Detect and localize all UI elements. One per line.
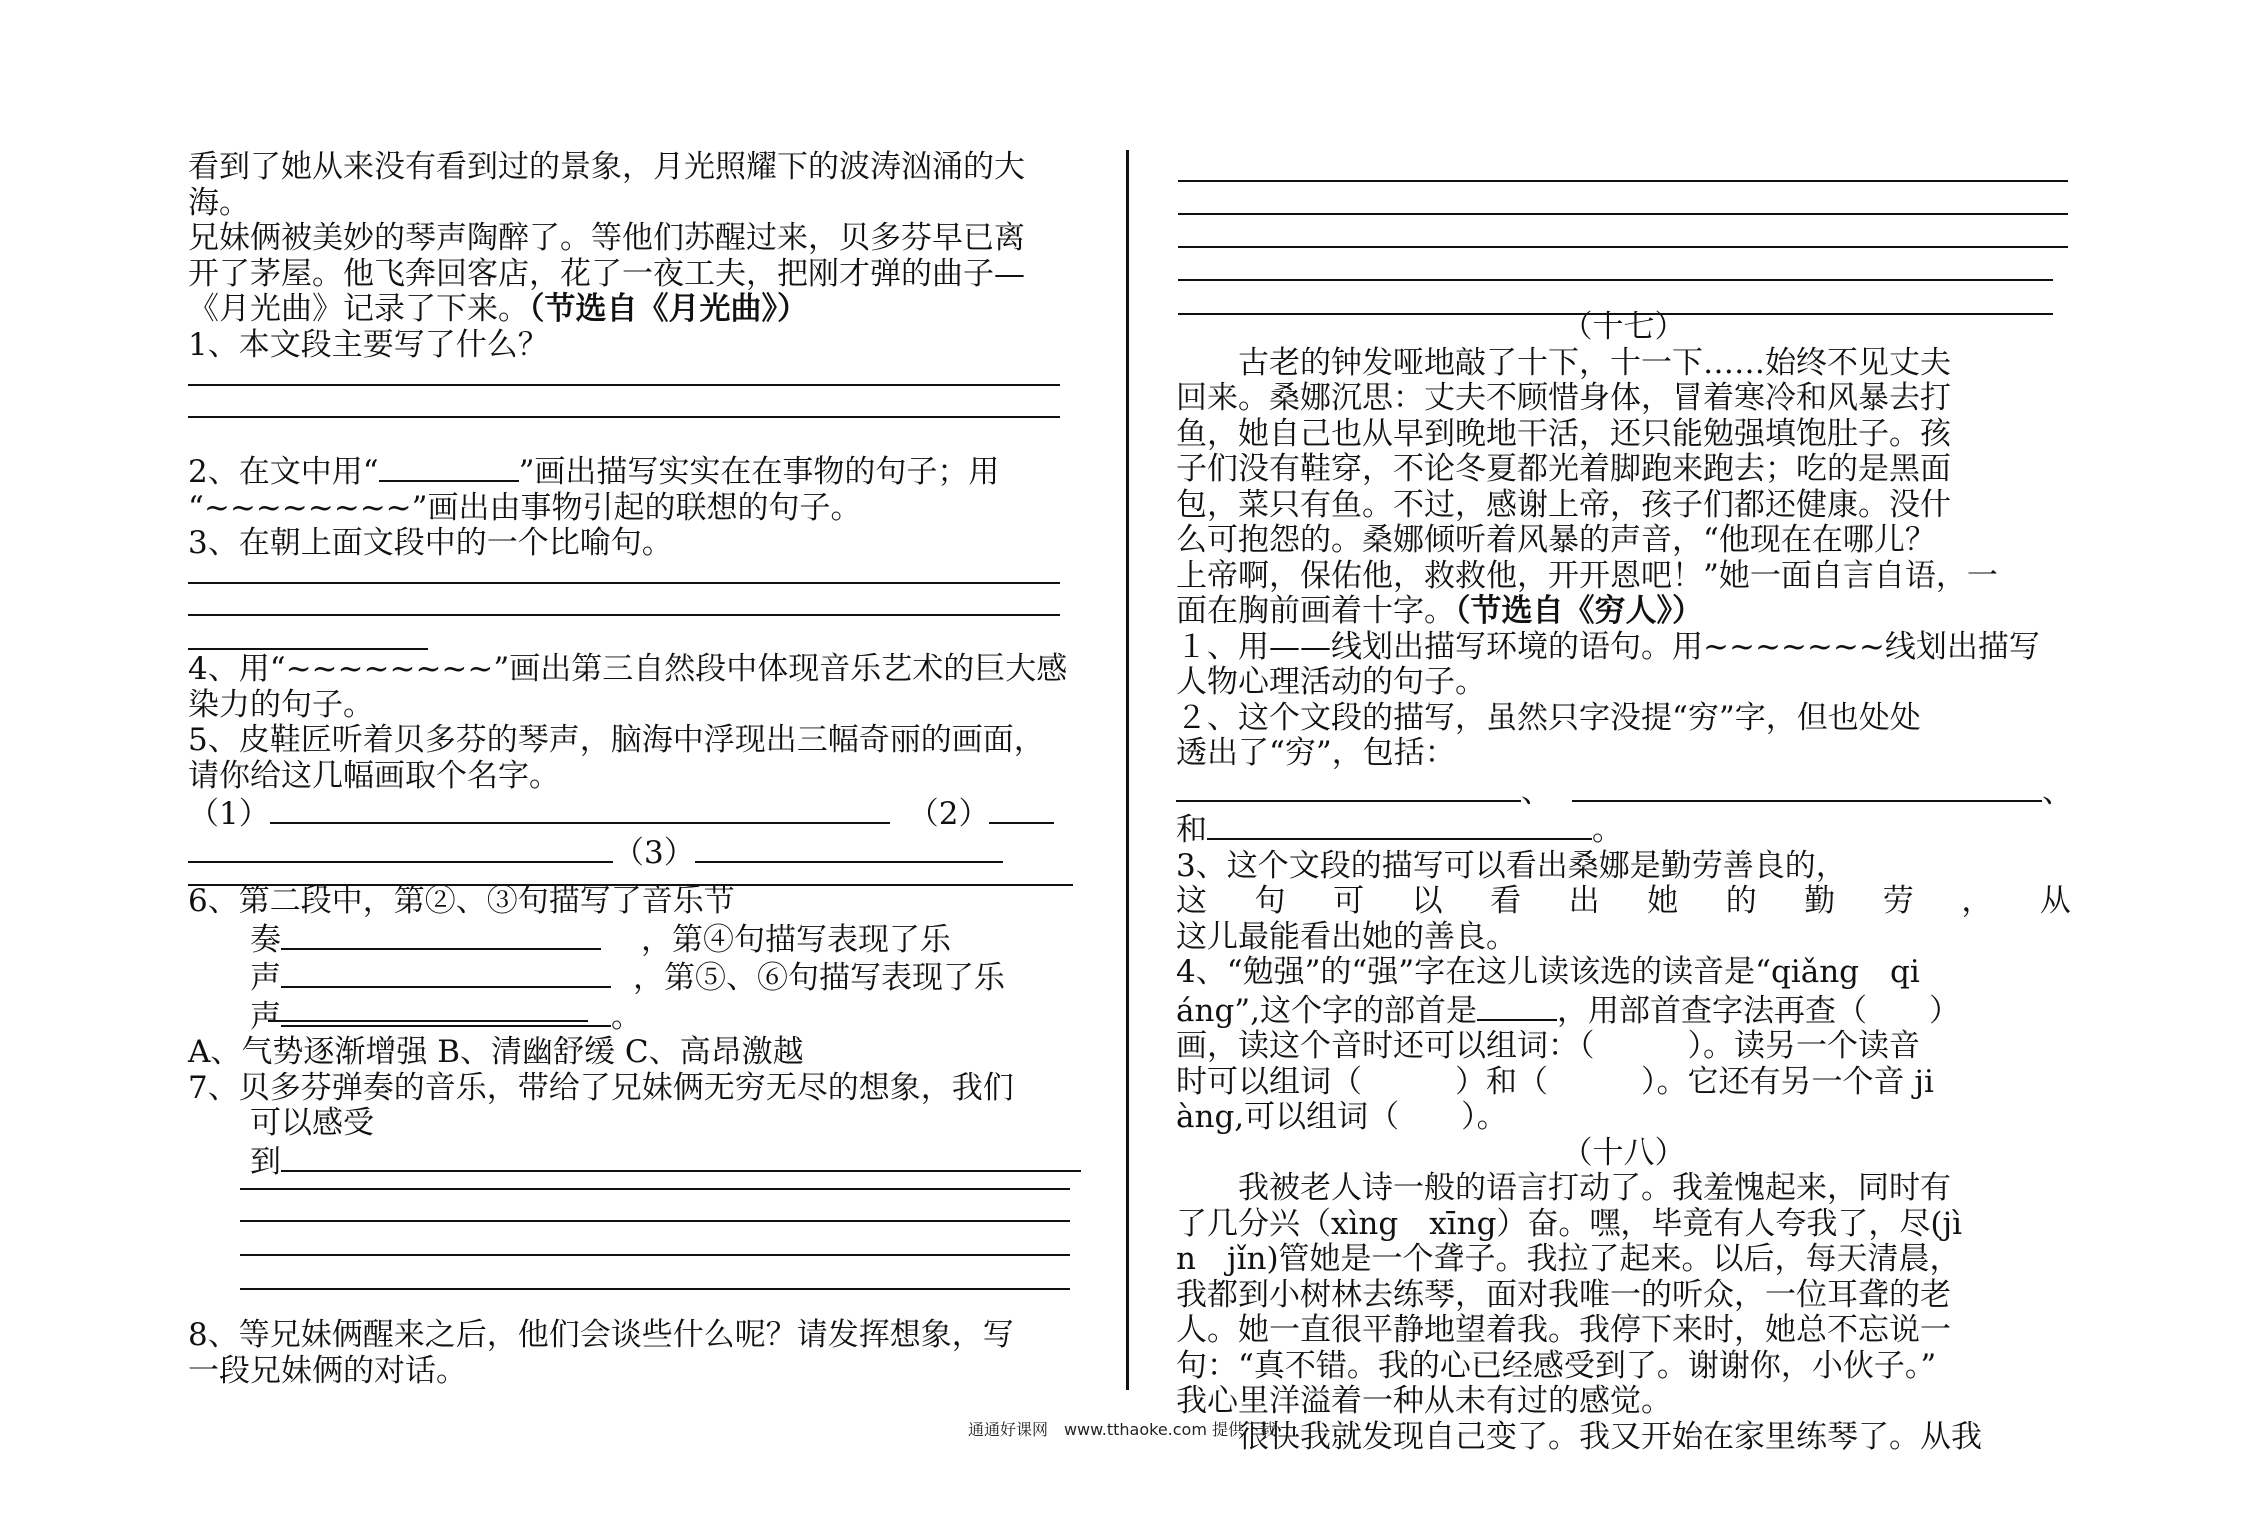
passage-line: 回来。桑娜沉思：丈夫不顾惜身体，冒着寒冷和风暴去打 (1176, 380, 1951, 416)
question-4: 4、用“~~~~~~~~”画出第三自然段中体现音乐艺术的巨大感 (188, 651, 1068, 687)
left-column (188, 150, 1073, 363)
answer-line[interactable] (1178, 279, 2053, 281)
answer-blank[interactable] (379, 452, 519, 482)
passage-line: 我心里洋溢着一种从未有过的感觉。 (1176, 1383, 1672, 1419)
answer-line[interactable] (188, 648, 428, 650)
passage-line: 了几分兴（xìng xīng）奋。嘿，毕竟有人夸我了，尽(jì (1176, 1205, 1963, 1242)
question-6-line: 声 。 (250, 998, 642, 1035)
passage-line: 开了茅屋。他飞奔回客店，花了一夜工夫，把刚才弹的曲子— (188, 255, 1025, 292)
question-6: 6、第二段中，第②、③句描写了音乐节 (188, 883, 735, 919)
answer-blank[interactable] (695, 833, 1003, 863)
question-r1-cont: 人物心理活动的句子。 (1176, 664, 1486, 700)
answer-line[interactable] (240, 1220, 1070, 1222)
question-r4-line: 时可以组词（ ）和（ ）。它还有另一个音 ji (1176, 1063, 1934, 1100)
left-column-q6 (188, 884, 1073, 1180)
question-2-cont: “~~~~~~~~”画出由事物引起的联想的句子。 (188, 489, 862, 526)
answer-line[interactable] (188, 884, 1073, 886)
answer-blank[interactable] (989, 794, 1054, 824)
answer-line[interactable] (188, 416, 1060, 418)
passage-line: 句：“真不错。我的心已经感受到了。谢谢你，小伙子。” (1176, 1347, 1937, 1384)
passage-line: 古老的钟发哑地敲了十下，十一下……始终不见丈夫 (1238, 344, 1951, 381)
answer-line[interactable] (188, 384, 1060, 386)
passage-line: 我被老人诗一般的语言打动了。我羞愧起来，同时有 (1238, 1170, 1951, 1206)
passage-line: n jǐn)管她是一个聋子。我拉了起来。以后，每天清晨， (1176, 1241, 1961, 1277)
answer-line[interactable] (1178, 246, 2068, 248)
question-6-line: 声 ，第⑤、⑥句描写表现了乐 (250, 960, 1005, 996)
passage-line: 我都到小树林去练琴，面对我唯一的听众，一位耳聋的老 (1176, 1276, 1951, 1313)
question-8: 8、等兄妹俩醒来之后，他们会谈些什么呢？请发挥想象，写 (188, 1317, 1014, 1353)
question-5-cont: 请你给这几幅画取个名字。 (188, 757, 560, 794)
question-r3: 3、这个文段的描写可以看出桑娜是勤劳善良的， (1176, 847, 1847, 884)
answer-line[interactable] (240, 1188, 1070, 1190)
answer-line[interactable] (240, 1288, 1070, 1290)
question-r1: １、用——线划出描写环境的语句。用~~~~~~~线划出描写 (1176, 628, 2040, 665)
left-column-q8 (188, 1318, 1073, 1389)
section-heading-18: （十八） (1561, 1134, 1686, 1171)
answer-blank[interactable] (1572, 772, 2042, 802)
answer-blank[interactable] (281, 997, 611, 1027)
source-note: （节选自《月光曲》） (529, 291, 808, 327)
answer-line[interactable] (1178, 180, 2068, 182)
passage-line: 子们没有鞋穿，不论冬夏都光着脚跑来跑去；吃的是黑面 (1176, 451, 1951, 487)
passage-line: 面在胸前画着十字。（节选自《穷人》） (1176, 593, 1703, 629)
answer-blank[interactable] (1207, 810, 1592, 840)
right-column (1176, 310, 2071, 1455)
question-8-cont: 一段兄妹俩的对话。 (188, 1352, 467, 1389)
question-4-cont: 染力的句子。 (188, 686, 374, 723)
question-r3-cont: 这儿最能看出她的善良。 (1176, 918, 1517, 955)
passage-line: 看到了她从来没有看到过的景象，月光照耀下的波涛汹涌的大 (188, 149, 1025, 185)
question-7: 7、贝多芬弹奏的音乐，带给了兄妹俩无穷无尽的想象，我们 (188, 1069, 1014, 1106)
question-r4-line: àng,可以组词（ ）。 (1176, 1099, 1508, 1135)
answer-blank[interactable] (1477, 991, 1557, 1021)
question-r2-blanks: 、 、 (1176, 772, 2071, 811)
passage-line: 很快我就发现自己变了。我又开始在家里练琴了。从我 (1238, 1418, 1982, 1455)
question-5-blanks: （1） （2） (188, 794, 1073, 833)
passage-line: 包，菜只有鱼。不过，感谢上帝，孩子们都还健康。没什 (1176, 486, 1951, 523)
left-column-q4 (188, 652, 1073, 871)
answer-line[interactable] (188, 582, 1060, 584)
passage-line: 么可抱怨的。桑娜倾听着风暴的声音，“他现在在哪儿？ (1176, 522, 1936, 558)
question-r2: ２、这个文段的描写，虽然只字没提“穷”字，但也处处 (1176, 699, 1921, 736)
passage-line: 兄妹俩被美妙的琴声陶醉了。等他们苏醒过来，贝多芬早已离 (188, 220, 1025, 256)
passage-line: 上帝啊，保佑他，救救他，开开恩吧！”她一面自言自语，一 (1176, 557, 1998, 594)
question-7-cont: 可以感受 (250, 1105, 374, 1141)
answer-line[interactable] (240, 1254, 1070, 1256)
question-r2-cont: 透出了“穷”，包括： (1176, 735, 1456, 771)
passage-line: 人。她一直很平静地望着我。我停下来时，她总不忘说一 (1176, 1312, 1951, 1348)
answer-blank[interactable] (281, 958, 611, 988)
source-note: （节选自《穷人》） (1455, 593, 1703, 629)
question-7-line: 到 (188, 1142, 1073, 1181)
answer-blank[interactable] (281, 920, 601, 950)
left-column-questions (188, 452, 1073, 562)
question-r4-line: áng”,这个字的部首是 ，用部首查字法再查（ ） (1176, 992, 1960, 1029)
answer-blank[interactable] (1176, 772, 1521, 802)
question-r4-line: 画，读这个音时还可以组词：（ ）。读另一个读音 (1176, 1028, 1920, 1064)
question-6-options: A、气势逐渐增强 B、清幽舒缓 C、高昂激越 (188, 1034, 804, 1070)
answer-blank[interactable] (281, 1142, 1081, 1172)
question-3: 3、在朝上面文段中的一个比喻句。 (188, 525, 673, 561)
question-r3-spread: 这 句 可 以 看 出 她 的 勤 劳 ， 从 (1176, 883, 2071, 919)
passage-line: 海。 (188, 184, 250, 221)
question-5-blanks-2: （3） (188, 833, 1073, 872)
column-divider (1126, 150, 1129, 1390)
question-5: 5、皮鞋匠听着贝多芬的琴声，脑海中浮现出三幅奇丽的画面， (188, 722, 1045, 758)
page-footer: 通通好课网 www.tthaoke.com 提供下载 (967, 1420, 1277, 1439)
question-2: 2、在文中用“ ”画出描写实实在在事物的句子；用 (188, 454, 1000, 490)
answer-line[interactable] (188, 614, 1060, 616)
passage-line: 《月光曲》记录了下来。（节选自《月光曲》） (188, 291, 808, 327)
passage-line: 鱼，她自己也从早到晚地干活，还只能勉强填饱肚子。孩 (1176, 415, 1951, 452)
section-heading-17: （十七） (1561, 309, 1686, 345)
question-r2-blanks-2: 和 。 (1176, 812, 1623, 848)
answer-blank[interactable] (188, 833, 613, 863)
question-1: 1、本文段主要写了什么？ (188, 326, 549, 363)
question-r4: 4、“勉强”的“强”字在这儿读该选的读音是“qiǎng qi (1176, 954, 1920, 990)
answer-line[interactable] (1178, 213, 2068, 215)
question-6-line: 奏 ，第④句描写表现了乐 (250, 921, 951, 958)
answer-blank[interactable] (270, 794, 890, 824)
answer-line[interactable] (268, 1020, 588, 1022)
